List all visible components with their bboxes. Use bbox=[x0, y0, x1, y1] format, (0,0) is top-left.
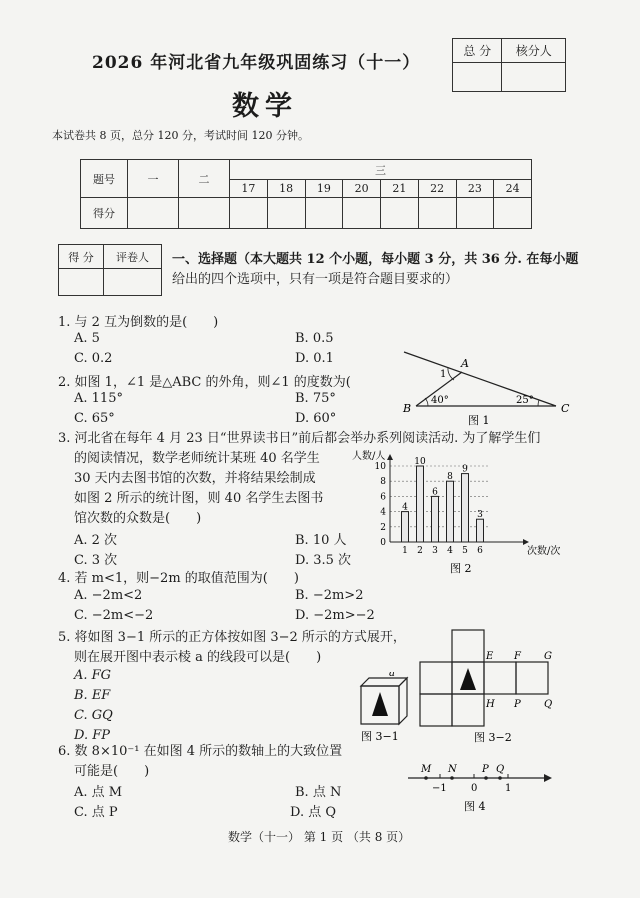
figure-1 bbox=[398, 350, 588, 428]
q3-option-b[interactable]: B. 10 人 bbox=[295, 533, 347, 548]
edge-a-label: a bbox=[389, 672, 395, 679]
chart-xlabel: 次数/次 bbox=[527, 546, 561, 557]
x-tick-label: 4 bbox=[447, 546, 453, 556]
net-label-h: H bbox=[486, 699, 495, 710]
figure-1-caption: 图 1 bbox=[468, 414, 490, 427]
label-m: M bbox=[421, 764, 432, 775]
angle-c-label: 25° bbox=[516, 395, 534, 406]
x-tick-label: 3 bbox=[432, 546, 438, 556]
y-tick-label: 8 bbox=[380, 477, 386, 488]
bar-value-label: 9 bbox=[462, 464, 468, 475]
bar-value-label: 10 bbox=[414, 457, 426, 467]
y-axis-arrow-icon bbox=[387, 454, 393, 460]
q3-option-a[interactable]: A. 2 次 bbox=[74, 533, 118, 548]
score-cell[interactable] bbox=[381, 198, 419, 229]
section-1-heading bbox=[172, 250, 592, 290]
q4-option-b[interactable]: B. −2m>2 bbox=[295, 588, 364, 603]
tick-label-minus-1: −1 bbox=[432, 783, 447, 794]
net-square-bottom-center bbox=[452, 694, 484, 726]
point-p bbox=[484, 776, 488, 780]
section-3-header: 三 bbox=[230, 160, 532, 180]
question-number-label: 题号 bbox=[81, 160, 128, 198]
q6-option-a[interactable]: A. 点 M bbox=[74, 785, 123, 800]
q5-option-d[interactable]: D. FP bbox=[74, 728, 110, 743]
figure-3-1-caption: 图 3−1 bbox=[361, 730, 399, 743]
q5-line1: 5. 将如图 3−1 所示的正方体按如图 3−2 所示的方式展开， bbox=[58, 630, 406, 645]
label-q: Q bbox=[496, 764, 505, 775]
checker-label: 核分人 bbox=[502, 39, 566, 63]
y-tick-label: 4 bbox=[380, 507, 386, 518]
triangle-icon bbox=[460, 668, 476, 690]
x-axis-arrow-icon bbox=[523, 539, 529, 545]
total-score-label: 总 分 bbox=[453, 39, 502, 63]
q3-line4: 如图 2 所示的统计图，则 40 名学生去图书 bbox=[74, 491, 324, 506]
q2-option-c[interactable]: C. 65° bbox=[74, 411, 115, 426]
q2-option-b[interactable]: B. 75° bbox=[295, 391, 336, 406]
net-label-e: E bbox=[486, 651, 494, 662]
q1-option-c[interactable]: C. 0.2 bbox=[74, 351, 113, 366]
net-label-f: F bbox=[514, 651, 521, 662]
x-tick-label: 2 bbox=[417, 546, 423, 556]
q6-option-b[interactable]: B. 点 N bbox=[295, 785, 342, 800]
arrow-right-icon bbox=[544, 774, 552, 782]
tick-label-0: 0 bbox=[471, 783, 478, 794]
question-21-header: 21 bbox=[381, 180, 419, 198]
bar-5 bbox=[462, 474, 469, 542]
q5-option-c[interactable]: C. GQ bbox=[74, 708, 113, 723]
score-cell[interactable] bbox=[230, 198, 268, 229]
score-cell[interactable] bbox=[305, 198, 343, 229]
grader-score-cell[interactable] bbox=[59, 269, 104, 296]
q1-option-d[interactable]: D. 0.1 bbox=[295, 351, 334, 366]
point-n bbox=[450, 776, 454, 780]
q3-line3: 30 天内去图书馆的次数，并将结果绘制成 bbox=[74, 471, 316, 486]
q6-line1: 6. 数 8×10⁻¹ 在如图 4 所示的数轴上的大致位置 bbox=[58, 744, 343, 759]
q1-option-a[interactable]: A. 5 bbox=[74, 331, 100, 346]
net-square-top bbox=[452, 630, 484, 662]
q6-stem bbox=[58, 742, 342, 782]
figure-3-2-net bbox=[418, 628, 568, 746]
section-1-header: 一 bbox=[128, 160, 179, 198]
net-square-left bbox=[420, 662, 452, 694]
bar-6 bbox=[477, 519, 484, 542]
grader-box bbox=[58, 244, 162, 296]
score-row-label: 得分 bbox=[81, 198, 128, 229]
question-23-header: 23 bbox=[456, 180, 494, 198]
bar-4 bbox=[447, 481, 454, 542]
score-cell[interactable] bbox=[456, 198, 494, 229]
score-cell[interactable] bbox=[343, 198, 381, 229]
bar-2 bbox=[417, 466, 424, 542]
total-score-box bbox=[452, 38, 566, 92]
q3-option-d[interactable]: D. 3.5 次 bbox=[295, 553, 352, 568]
q5-line2: 则在展开图中表示棱 a 的线段可以是( ) bbox=[74, 650, 322, 665]
exam-info: 本试卷共 8 页，总分 120 分，考试时间 120 分钟。 bbox=[52, 129, 309, 142]
q5-stem bbox=[58, 628, 406, 668]
question-22-header: 22 bbox=[418, 180, 456, 198]
section-1-line2: 给出的四个选项中，只有一项是符合题目要求的） bbox=[172, 272, 459, 287]
question-20-header: 20 bbox=[343, 180, 381, 198]
score-cell[interactable] bbox=[494, 198, 532, 229]
q3-option-c[interactable]: C. 3 次 bbox=[74, 553, 118, 568]
x-tick-label: 5 bbox=[462, 546, 468, 556]
q5-option-a[interactable]: A. FG bbox=[74, 668, 112, 683]
section-1-line1: 一、选择题（本大题共 12 个小题，每小题 3 分，共 36 分. 在每小题 bbox=[172, 252, 579, 267]
label-n: N bbox=[448, 764, 457, 775]
q6-option-d[interactable]: D. 点 Q bbox=[290, 805, 337, 820]
q3-line2: 的阅读情况，数学老师统计某班 40 名学生 bbox=[74, 451, 320, 466]
bar-value-label: 6 bbox=[432, 487, 438, 498]
q2-option-a[interactable]: A. 115° bbox=[74, 391, 123, 406]
figure-2-chart bbox=[344, 448, 584, 576]
tick-label-1: 1 bbox=[505, 783, 512, 794]
q2-stem: 2. 如图 1，∠1 是△ABC 的外角，则∠1 的度数为( bbox=[58, 375, 351, 390]
label-p: P bbox=[482, 764, 489, 775]
bar-value-label: 4 bbox=[402, 502, 408, 513]
net-label-p: P bbox=[514, 699, 521, 710]
y-tick-label: 2 bbox=[380, 522, 386, 533]
cube-side-face bbox=[399, 678, 407, 724]
question-17-header: 17 bbox=[230, 180, 268, 198]
q5-option-b[interactable]: B. EF bbox=[74, 688, 111, 703]
figure-4-caption: 图 4 bbox=[464, 800, 486, 813]
bar-value-label: 3 bbox=[477, 510, 483, 521]
q4-stem: 4. 若 m<1，则−2m 的取值范围为( ) bbox=[58, 571, 299, 586]
checker-cell[interactable] bbox=[502, 63, 566, 92]
figure-3-2-caption: 图 3−2 bbox=[474, 731, 512, 744]
section-2-header: 二 bbox=[179, 160, 230, 198]
q6-option-c[interactable]: C. 点 P bbox=[74, 805, 118, 820]
angle-c-arc bbox=[538, 400, 539, 406]
y-tick-label: 6 bbox=[380, 492, 386, 503]
figure-4-number-line bbox=[404, 758, 554, 818]
angle-1-label: 1 bbox=[440, 369, 447, 380]
q3-line5: 馆次数的众数是( ) bbox=[74, 511, 202, 526]
point-q bbox=[498, 776, 502, 780]
y-tick-label: 0 bbox=[380, 538, 386, 548]
q4-option-a[interactable]: A. −2m<2 bbox=[74, 588, 143, 603]
x-tick-label: 6 bbox=[477, 546, 483, 556]
exam-title: 2026 年河北省九年级巩固练习（十一） bbox=[92, 53, 421, 73]
x-tick-label: 1 bbox=[402, 546, 408, 556]
y-tick-label: 10 bbox=[374, 462, 386, 472]
total-score-cell[interactable] bbox=[453, 63, 502, 92]
q1-option-b[interactable]: B. 0.5 bbox=[295, 331, 334, 346]
q2-option-d[interactable]: D. 60° bbox=[295, 411, 337, 426]
chart-ylabel: 人数/人 bbox=[352, 451, 386, 462]
net-square-bottom-left bbox=[420, 694, 452, 726]
angle-b-label: 40° bbox=[431, 395, 449, 406]
grader-name-label: 评卷人 bbox=[104, 245, 162, 269]
q1-stem: 1. 与 2 互为倒数的是( ) bbox=[58, 315, 219, 330]
score-table bbox=[80, 159, 532, 229]
bar-3 bbox=[432, 496, 439, 542]
net-square-fg bbox=[516, 662, 548, 694]
chart-caption: 图 2 bbox=[450, 562, 472, 575]
bar-1 bbox=[402, 512, 409, 542]
q6-line2: 可能是( ) bbox=[74, 764, 150, 779]
subject-title: 数学 bbox=[232, 91, 298, 122]
page-footer: 数学（十一） 第 1 页 （共 8 页） bbox=[228, 830, 411, 844]
vertex-b: B bbox=[403, 402, 412, 415]
grader-name-cell[interactable] bbox=[104, 269, 162, 296]
net-label-q: Q bbox=[544, 699, 553, 710]
net-label-g: G bbox=[544, 651, 552, 662]
point-m bbox=[424, 776, 428, 780]
vertex-a: A bbox=[461, 357, 469, 370]
grader-score-label: 得 分 bbox=[59, 245, 104, 269]
triangle-icon bbox=[372, 692, 388, 716]
score-cell[interactable] bbox=[179, 198, 230, 229]
figure-3-1-cube bbox=[355, 672, 417, 746]
score-cell[interactable] bbox=[267, 198, 305, 229]
q3-line1: 3. 河北省在每年 4 月 23 日“世界读书日”前后都会举办系列阅读活动. 为了解学生们 bbox=[58, 431, 541, 446]
q4-option-d[interactable]: D. −2m>−2 bbox=[295, 608, 375, 623]
score-cell[interactable] bbox=[128, 198, 179, 229]
score-cell[interactable] bbox=[418, 198, 456, 229]
question-18-header: 18 bbox=[267, 180, 305, 198]
vertex-c: C bbox=[561, 402, 570, 415]
q4-option-c[interactable]: C. −2m<−2 bbox=[74, 608, 154, 623]
bar-value-label: 8 bbox=[447, 472, 453, 483]
question-19-header: 19 bbox=[305, 180, 343, 198]
net-square-ef bbox=[484, 662, 516, 694]
question-24-header: 24 bbox=[494, 180, 532, 198]
